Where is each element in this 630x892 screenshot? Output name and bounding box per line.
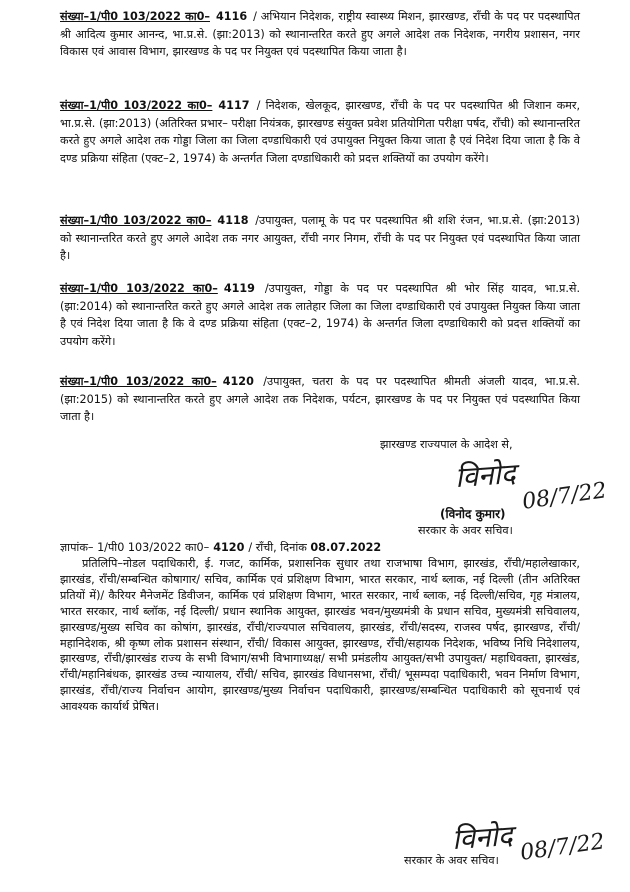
- order-paragraph-5: [60, 373, 580, 426]
- memo-prefix: ज्ञापांक– 1/पी0 103/2022 का0–: [60, 541, 210, 554]
- order-paragraph-3: [60, 212, 580, 265]
- distribution-list: प्रतिलिपि–नोडल पदाधिकारी, ई. गजट, कार्मिक, प्रशासनिक सुधार तथा राजभाषा विभाग, झारखंड, राँची/महालेखाकार, झारखंड, राँची/सम्बन्धित कोषागार/ सचिव, कार्मिक एवं प्रशिक्षण विभाग, भारत सरकार, नार्थ ब्लाक, नई दिल्ली (तीन अतिरिक्त प्रतियों में)/ कैरियर मैनेजमेंट डिवीजन, कार्मिक एवं प्रशिक्षण विभाग, भारत सरकार, नार्थ ब्लाक, नई दिल्ली/सचिव, गृह मंत्रालय, भारत सरकार, नार्थ ब्लॉक, नई दिल्ली/ प्रधान स्थानिक आयुक्त, झारखंड भवन/मुख्यमंत्री के प्रधान सचिव, मुख्यमंत्री सचिवालय, झारखण्ड/मुख्य सचिव का कोषांग, झारखंड, राँची/राज्यपाल सचिवालय, झारखंड, राँची/सदस्य, राजस्व पर्षद, झारखण्ड, राँची/महानिदेशक, श्री कृष्ण लोक प्रशासन संस्थान, राँची/ विकास आयुक्त, झारखण्ड, राँची/सहायक निदेशक, भविष्य निधि निदेशालय, झारखण्ड, राँची/झारखंड राज्य के सभी विभाग/सभी विभागाध्यक्ष/ सभी प्रमंडलीय आयुक्त/सभी उपायुक्त/ महाधिवक्ता, झारखंड, राँची/महानिबंधक, झारखंड उच्च न्यायालय, राँची/ सचिव, झारखंड विधानसभा, राँची/ भूसम्पदा पदाधिकारी, भवन निर्माण विभाग, झारखंड, राँची/राज्य निर्वाचन आयोग, झारखण्ड/मुख्य निर्वाचन पदाधिकारी, झारखण्ड/सम्बन्धित पदाधिकारी को सूचनार्थ एवं आवश्यक कार्यार्थ प्रेषित।: [60, 557, 580, 714]
- signature-1-date: 08/7/22: [520, 478, 609, 515]
- order-ref: संख्या–1/पी0 103/2022 का0–: [60, 10, 210, 23]
- order-text: /उपायुक्त, चतरा के पद पर पदस्थापित श्रीमती अंजली यादव, भा.प्र.से. (झा:2015) को स्थानान्तरित करते हुए अगले आदेश तक निदेशक, पर्यटन, झारखण्ड के पद पर नियुक्त एवं पदस्थापित किया जाता है।: [60, 375, 580, 424]
- order-text: / निदेशक, खेलकूद, झारखण्ड, राँची के पद पर पदस्थापित श्री जिशान कमर, भा.प्र.से. (झा:2013) (अतिरिक्त प्रभार– परीक्षा नियंत्रक, झारखण्ड संयुक्त प्रवेश प्रतियोगिता परीक्षा पर्षद, राँची) को स्थानान्तरित करते हुए अगले आदेश तक गोड्डा जिला का जिला दण्डाधिकारी एवं उपायुक्त नियुक्त किया जाता है एवं निदेश दिया जाता है कि वे दण्ड प्रक्रिया संहिता (एक्ट–2, 1974) के अन्तर्गत जिला दण्डाधिकारी को प्रदत्त शक्तियों का उपयोग करेंगे।: [60, 99, 580, 165]
- authority-line: झारखण्ड राज्यपाल के आदेश से,: [380, 438, 513, 451]
- order-text: / अभियान निदेशक, राष्ट्रीय स्वास्थ्य मिशन, झारखण्ड, राँची के पद पर पदस्थापित श्री आदित्य कुमार आनन्द, भा.प्र.से. (झा:2013) को स्थानान्तरित करते हुए अगले आदेश तक निदेशक, नगरीय प्रशासन, नगर विकास एवं आवास विभाग, झारखण्ड के पद पर नियुक्त एवं पदस्थापित किया जाता है।: [60, 10, 581, 59]
- memo-number: 4120: [213, 541, 245, 554]
- memo-date: 08.07.2022: [310, 541, 382, 554]
- order-number: 4117: [218, 99, 250, 112]
- order-ref: संख्या–1/पी0 103/2022 का0–: [60, 214, 212, 227]
- order-paragraph-4: [60, 280, 580, 350]
- signer-title-2: सरकार के अवर सचिव।: [404, 854, 499, 867]
- signer-title: सरकार के अवर सचिव।: [418, 524, 513, 537]
- order-number: 4119: [223, 282, 255, 295]
- order-paragraph-1: [60, 8, 580, 61]
- order-text: /उपायुक्त, पलामू के पद पर पदस्थापित श्री शशि रंजन, भा.प्र.से. (झा:2013) को स्थानान्तरित करते हुए अगले आदेश तक नगर आयुक्त, राँची नगर निगम, राँची के पद पर नियुक्त एवं पदस्थापित किया जाता है।: [60, 214, 580, 263]
- order-paragraph-2: [60, 97, 580, 167]
- signature-2: विनोद: [450, 818, 514, 857]
- memo-reference-line: [60, 540, 381, 555]
- order-number: 4116: [216, 10, 248, 23]
- order-number: 4120: [222, 375, 254, 388]
- signature-1: विनोद: [453, 456, 517, 495]
- order-ref: संख्या–1/पी0 103/2022 का0–: [60, 282, 218, 295]
- memo-place-date-label: / राँची, दिनांक: [248, 541, 307, 554]
- signature-2-date: 08/7/22: [518, 829, 607, 866]
- order-ref: संख्या–1/पी0 103/2022 का0–: [60, 99, 213, 112]
- order-number: 4118: [217, 214, 249, 227]
- signer-name: (विनोद कुमार): [440, 507, 506, 521]
- order-text: /उपायुक्त, गोड्डा के पद पर पदस्थापित श्री भोर सिंह यादव, भा.प्र.से. (झा:2014) को स्थानान्तरित करते हुए अगले आदेश तक लातेहार जिला का जिला दण्डाधिकारी एवं उपायुक्त नियुक्त किया जाता है एवं निदेश दिया जाता है कि वे दण्ड प्रक्रिया संहिता (एक्ट–2, 1974) के अन्तर्गत जिला दण्डाधिकारी को प्रदत्त शक्तियों का उपयोग करेंगे।: [60, 282, 580, 348]
- order-ref: संख्या–1/पी0 103/2022 का0–: [60, 375, 217, 388]
